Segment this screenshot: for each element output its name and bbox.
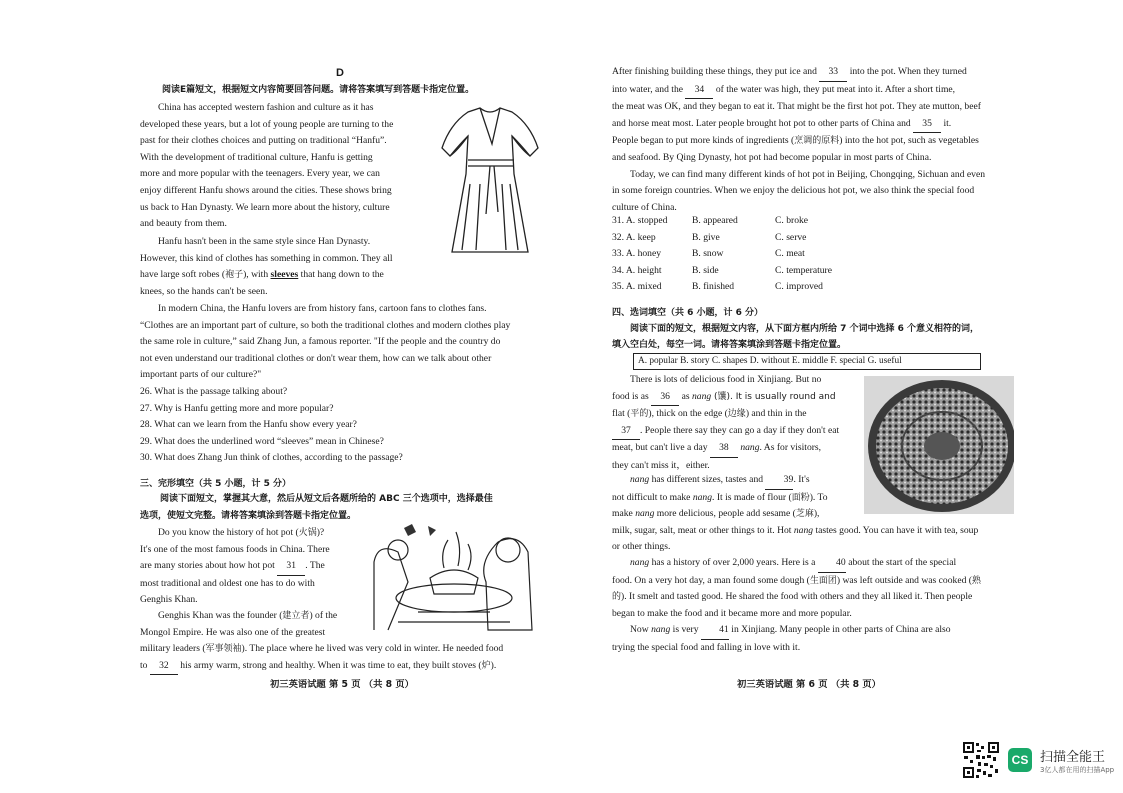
text: ), with (243, 269, 271, 281)
e-instruction: 阅读E篇短文，根据短文内容简要回答问题。请将答案填写到答题卡指定位置。 (162, 85, 475, 95)
blank-37[interactable]: 37 (612, 423, 640, 441)
scanner-text (1040, 746, 1114, 775)
text: into water, and the (612, 83, 686, 95)
qr-code-icon (962, 741, 1000, 779)
text: that hang down to the (298, 269, 384, 281)
text: milk, sugar, salt, meat or other things to it. Hot (612, 524, 794, 536)
nang-line (612, 440, 862, 458)
nang-italic: nang (692, 491, 713, 503)
hotpot-paragraph-1 (140, 525, 370, 609)
text: about the start of the special (845, 557, 957, 568)
blank-33[interactable]: 33 (819, 64, 847, 82)
text: has different sizes, tastes and (649, 474, 766, 485)
genghis-line (140, 658, 545, 676)
scanner-title: 扫描全能王 (1040, 749, 1106, 765)
text: . People there say they can go a day if they don't eat (640, 424, 840, 436)
text: military leaders ( (140, 643, 206, 655)
hotpot-line (612, 116, 1012, 134)
option-c[interactable]: C. broke (775, 215, 809, 226)
cloze-heading: 三、完形填空（共 5 小题，计 5 分） (140, 479, 292, 489)
hanfu-paragraph-2 (140, 234, 440, 300)
option-row (612, 230, 855, 247)
text: ). The place where he lived was very cold in winter. He needed food (241, 643, 504, 655)
text: After finishing building these things, they put ice and (612, 66, 820, 77)
hanfu-line (140, 267, 440, 284)
hotpot-illustration (368, 522, 540, 634)
blank-38[interactable]: 38 (710, 440, 738, 458)
text: food is as (612, 390, 652, 402)
text: meat, but can't live a day (612, 442, 710, 454)
text: People began to put more kinds of ingredients ( (612, 135, 795, 147)
nang-line (612, 622, 1012, 640)
text: has a history of over 2,000 years. Here is a (649, 557, 818, 568)
nang-italic: nang (635, 508, 655, 520)
chinese-gloss: 面粉 (791, 492, 810, 503)
text: ) of the (309, 610, 338, 621)
hanfu-line: and beauty from them. (140, 218, 227, 230)
option-row (612, 246, 855, 263)
chinese-gloss: 火锅 (298, 528, 317, 538)
text: in Xinjiang. Many people in other parts of China are also (728, 624, 951, 635)
option-row (612, 263, 855, 280)
nang-paragraph-3 (612, 555, 1012, 622)
nang-line (612, 406, 862, 423)
hanfu-line: important parts of our culture?" (140, 369, 262, 381)
nang-bread-photo (864, 376, 1014, 514)
questions-26-30 (140, 384, 545, 467)
nang-italic: nang (740, 442, 760, 454)
text: Do you know the history of hot pot ( (158, 527, 299, 538)
option-c[interactable]: C. meat (775, 248, 805, 260)
option-row (612, 213, 855, 230)
hotpot-line: It's one of the most famous foods in China. There (140, 543, 330, 555)
section-4-heading: 四、选词填空（共 6 小题，计 6 分） (612, 308, 764, 318)
hanfu-line: past for their clothes choices and putting on traditional “Hanfu”. (140, 135, 387, 147)
nang-line: or other things. (612, 541, 671, 553)
text: to (140, 659, 150, 671)
text: . It's (793, 474, 810, 485)
chinese-gloss: 芝麻 (795, 509, 814, 520)
nang-line (612, 573, 1012, 590)
text: ) and thin in the (745, 408, 807, 420)
hanfu-line: Hanfu hasn't been in the same style since Han Dynasty. (158, 236, 371, 247)
hanfu-line: In modern China, the Hanfu lovers are from history fans, cartoon fans to clothes fans. (158, 303, 487, 314)
hanfu-line: knees, so the hands can't be seen. (140, 285, 268, 297)
hanfu-line: us back to Han Dynasty. We learn more about the history, culture (140, 201, 390, 213)
blank-39[interactable]: 39 (765, 472, 793, 490)
cloze-options (612, 213, 855, 296)
blank-35[interactable]: 35 (913, 116, 941, 134)
hotpot-line (140, 525, 370, 542)
hanfu-line: China has accepted western fashion and culture as it has (158, 102, 374, 113)
nang-italic: nang (630, 557, 650, 568)
nang-line: There is lots of delicious food in Xinjiang. But no (630, 374, 822, 385)
text: ). It smelt and tasted good. He shared the food with others and they all liked it. Then people (621, 591, 973, 603)
hanfu-line: However, this kind of clothes has something in common. They all (140, 252, 393, 264)
nang-line: they can't miss it，either. (612, 459, 710, 471)
chinese-gloss: 建立者 (282, 611, 310, 621)
text: ) was left outside and was cooked ( (836, 574, 972, 586)
hotpot-line: Genghis Khan. (140, 594, 198, 606)
underlined-word-sleeves: sleeves (270, 269, 299, 281)
chinese-gloss: 边缘 (727, 409, 746, 420)
text: as (679, 390, 692, 402)
page-5-footer: 初三英语试题 第 5 页 （共 8 页） (270, 679, 414, 690)
chinese-gloss: 军事领袖 (205, 644, 242, 655)
hanfu-paragraph-3 (140, 301, 545, 384)
section-letter: D (336, 67, 344, 79)
hotpot-line: most traditional and oldest one has to do with (140, 577, 315, 589)
chinese-gloss: 炉 (481, 660, 491, 671)
question-item: 27. Why is Hanfu getting more and more popular? (140, 402, 334, 414)
text: into the pot. When they turned (847, 66, 967, 77)
nang-italic: nang (691, 390, 712, 402)
text: ). (490, 659, 497, 671)
hotpot-line (612, 82, 1012, 100)
chinese-gloss: 生面团 (809, 575, 837, 586)
text: more delicious, people add sesame ( (654, 508, 796, 520)
chinese-gloss: 袍子 (225, 270, 244, 281)
hotpot-line: the meat was OK, and they began to eat it. That might be the first hot pot. They ate mutton, beef (612, 101, 981, 113)
hanfu-line: developed these years, but a lot of young people are turning to the (140, 118, 394, 130)
text: ) into the hot pot, such as vegetables (839, 135, 979, 147)
nang-italic: nang (630, 474, 650, 485)
nang-line (612, 589, 1012, 606)
hotpot-line (140, 558, 370, 576)
nang-paragraph-4 (612, 622, 1012, 656)
text: )? (316, 527, 325, 538)
cloze-instruction-line: 阅读下面短文，掌握其大意，然后从短文后各题所给的 ABC 三个选项中，选择最佳 (160, 494, 493, 504)
chinese-gloss: 熟 (971, 575, 981, 586)
option-b[interactable]: B. side (692, 264, 719, 276)
text: Genghis Khan was the founder ( (158, 610, 283, 621)
option-a[interactable]: 32. A. keep (612, 231, 656, 243)
hotpot-continuation (612, 64, 1012, 216)
hotpot-line: Today, we can find many different kinds of hot pot in Beijing, Chongqing, Sichuan and even (630, 168, 986, 180)
section-4-instruction-line: 阅读下面的短文，根据短文内容，从下面方框内所给 7 个词中选择 6 个意义相符的词， (630, 324, 980, 334)
text: tastes good. You can have it with tea, soup (813, 524, 979, 536)
text: have large soft robes ( (140, 269, 226, 281)
nang-line (612, 555, 1012, 573)
blank-36[interactable]: 36 (651, 389, 679, 407)
nang-paragraph-1 (612, 372, 862, 475)
hanfu-line: not even understand our traditional clothes or don't wear them, how can we talk about other (140, 352, 492, 364)
text: and horse meat most. Later people brought hot pot to other parts of China and (612, 117, 914, 129)
hanfu-line: With the development of traditional culture, Hanfu is getting (140, 151, 373, 163)
nang-line: trying the special food and falling in love with it. (612, 641, 801, 653)
scanner-subtitle: 3亿人都在用的扫描App (1040, 765, 1115, 774)
nang-line (612, 389, 862, 407)
question-item: 29. What does the underlined word “sleeves” mean in Chinese? (140, 435, 384, 447)
hotpot-line: and seafood. By Qing Dynasty, hot pot had become popular in most parts of China. (612, 151, 932, 163)
text: not difficult to make (612, 491, 693, 503)
cloze-instruction-line: 选项，使短文完整。请将答案填涂到答题卡指定位置。 (140, 511, 357, 521)
question-item: 26. What is the passage talking about? (140, 386, 288, 397)
text: his army warm, strong and healthy. When it was time to eat, they built stoves ( (177, 659, 482, 671)
option-row (612, 279, 855, 296)
page-6-footer: 初三英语试题 第 6 页 （共 8 页） (737, 679, 881, 690)
nang-line: began to make the food and it became more and more popular. (612, 607, 852, 619)
genghis-line (140, 641, 545, 658)
option-b[interactable]: B. give (692, 231, 720, 243)
question-item: 28. What can we learn from the Hanfu show every year? (140, 419, 357, 431)
option-b[interactable]: B. appeared (692, 215, 738, 226)
blank-34[interactable]: 34 (685, 82, 713, 100)
option-b[interactable]: B. snow (692, 248, 724, 260)
option-a[interactable]: 35. A. mixed (612, 281, 662, 293)
hanfu-line: “Clothes are an important part of culture, so both the traditional clothes and modern clothes play (140, 319, 511, 331)
word-bank-box: A. popular B. story C. shapes D. without E. middle F. special G. useful (633, 353, 981, 370)
text: food. On a very hot day, a man found some dough ( (612, 574, 810, 586)
nang-line (612, 423, 862, 441)
option-a[interactable]: 31. A. stopped (612, 215, 668, 226)
option-a[interactable]: 34. A. height (612, 264, 662, 276)
hanfu-line: the same role in culture,” said Zhang Jun, a famous reporter. "If the people and the country do (140, 336, 501, 348)
question-item: 30. What does Zhang Jun think of clothes, according to the passage? (140, 452, 403, 464)
text: Now (630, 624, 652, 635)
text: ), thick on the edge ( (648, 408, 728, 420)
hotpot-line (612, 133, 1012, 150)
nang-italic: nang (793, 524, 814, 536)
text: make (612, 508, 636, 520)
text: are many stories about how hot pot (140, 560, 278, 572)
text: . The (305, 560, 325, 572)
scanner-watermark (962, 741, 1114, 779)
text: . As for visitors, (759, 442, 822, 454)
option-c[interactable]: C. serve (775, 231, 807, 243)
camscanner-logo-icon: CS (1008, 748, 1032, 772)
text: is very (670, 624, 701, 635)
hotpot-line (612, 64, 1012, 82)
text: . It is made of flour ( (712, 491, 792, 503)
text: flat ( (612, 408, 631, 420)
hotpot-line: culture of China. (612, 201, 677, 213)
option-c[interactable]: C. improved (775, 281, 823, 293)
text: it. (941, 117, 952, 129)
blank-40[interactable]: 40 (818, 555, 846, 573)
genghis-line: Mongol Empire. He was also one of the greatest (140, 626, 326, 638)
hanfu-robe-illustration (440, 104, 540, 254)
blank-41[interactable]: 41 (701, 622, 729, 640)
hanfu-paragraph-1 (140, 100, 440, 233)
chinese-gloss: 的 (612, 592, 622, 603)
text: ), (813, 508, 820, 520)
chinese-gloss: 烹调的原料 (794, 136, 840, 147)
text: ). To (809, 491, 828, 503)
option-a[interactable]: 33. A. honey (612, 248, 662, 260)
text: of the water was high, they put meat into it. After a short time, (713, 83, 956, 95)
hanfu-line: more and more popular with the teenagers. Every year, we can (140, 168, 380, 180)
section-4-instruction-line: 填入空白处，每空一词。请将答案填涂到答题卡指定位置。 (612, 340, 847, 350)
blank-31[interactable]: 31 (277, 558, 305, 576)
option-c[interactable]: C. temperature (775, 264, 833, 276)
blank-32[interactable]: 32 (150, 658, 178, 676)
hanfu-line: enjoy different Hanfu shows around the cities. These shows bring (140, 184, 392, 196)
nang-italic: nang (651, 624, 671, 635)
hotpot-line: in some foreign countries. When we enjoy the delicious hot pot, we also think the special food (612, 185, 975, 197)
option-b[interactable]: B. finished (692, 281, 735, 293)
chinese-gloss: 平的 (630, 409, 649, 420)
chinese-gloss: (馕). It is usually round and (711, 391, 836, 402)
nang-line (612, 523, 1012, 540)
